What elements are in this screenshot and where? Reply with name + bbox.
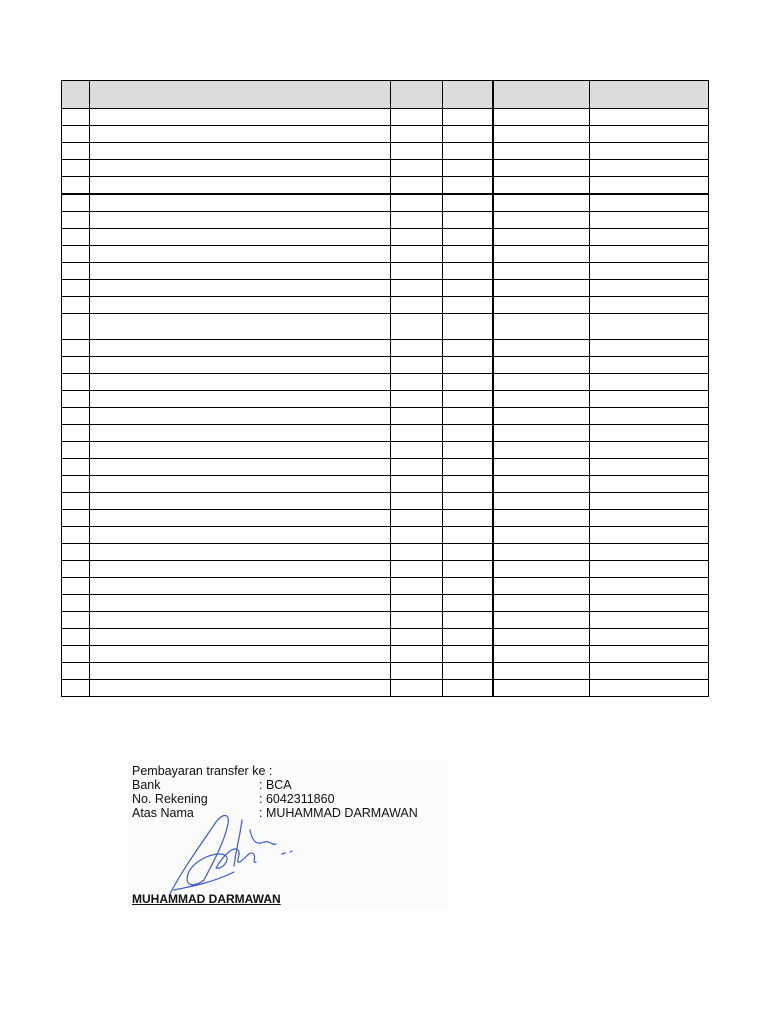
table-cell-unit	[443, 194, 493, 212]
table-cell-description	[90, 595, 391, 612]
table-cell-no	[62, 297, 90, 314]
table-cell-description	[90, 442, 391, 459]
table-cell-total	[590, 544, 709, 561]
table-row	[62, 109, 709, 126]
table-cell-total	[590, 314, 709, 340]
table-cell-qty	[391, 263, 443, 280]
table-cell-qty	[391, 109, 443, 126]
table-row	[62, 314, 709, 340]
table-cell-no	[62, 177, 90, 195]
table-cell-unit	[443, 544, 493, 561]
table-cell-total	[590, 459, 709, 476]
table-cell-unit	[443, 578, 493, 595]
table-cell-qty	[391, 476, 443, 493]
table-cell-no	[62, 246, 90, 263]
table-cell-unit	[443, 280, 493, 297]
table-row	[62, 177, 709, 195]
table-cell-price	[493, 544, 590, 561]
table-cell-description	[90, 357, 391, 374]
table-cell-price	[493, 578, 590, 595]
table-cell-qty	[391, 663, 443, 680]
table-cell-no	[62, 408, 90, 425]
table-cell-price	[493, 229, 590, 246]
table-cell-no	[62, 109, 90, 126]
table-cell-price	[493, 194, 590, 212]
table-row	[62, 374, 709, 391]
table-cell-total	[590, 340, 709, 357]
table-cell-no	[62, 212, 90, 229]
table-cell-qty	[391, 357, 443, 374]
table-row	[62, 391, 709, 408]
table-cell-description	[90, 229, 391, 246]
table-cell-description	[90, 212, 391, 229]
table-row	[62, 476, 709, 493]
table-cell-qty	[391, 246, 443, 263]
table-cell-no	[62, 510, 90, 527]
table-cell-qty	[391, 297, 443, 314]
table-cell-no	[62, 126, 90, 143]
table-cell-description	[90, 459, 391, 476]
table-row	[62, 212, 709, 229]
table-cell-total	[590, 280, 709, 297]
table-cell-qty	[391, 314, 443, 340]
table-cell-unit	[443, 143, 493, 160]
table-row	[62, 263, 709, 280]
header-cell-unit	[443, 81, 493, 109]
table-cell-qty	[391, 126, 443, 143]
table-row	[62, 229, 709, 246]
table-cell-no	[62, 160, 90, 177]
table-cell-total	[590, 357, 709, 374]
table-cell-price	[493, 297, 590, 314]
table-cell-price	[493, 263, 590, 280]
table-cell-no	[62, 263, 90, 280]
table-cell-qty	[391, 340, 443, 357]
table-cell-total	[590, 194, 709, 212]
table-cell-total	[590, 578, 709, 595]
header-cell-price	[493, 81, 590, 109]
table-cell-total	[590, 595, 709, 612]
table-cell-unit	[443, 160, 493, 177]
table-cell-description	[90, 177, 391, 195]
table-cell-description	[90, 280, 391, 297]
table-cell-total	[590, 561, 709, 578]
table-row	[62, 340, 709, 357]
table-cell-unit	[443, 510, 493, 527]
table-cell-price	[493, 143, 590, 160]
bank-line	[132, 778, 292, 792]
table-cell-description	[90, 391, 391, 408]
table-cell-total	[590, 663, 709, 680]
table-cell-unit	[443, 663, 493, 680]
table-cell-price	[493, 442, 590, 459]
table-cell-unit	[443, 493, 493, 510]
table-cell-description	[90, 109, 391, 126]
table-cell-total	[590, 646, 709, 663]
table-cell-qty	[391, 595, 443, 612]
table-cell-total	[590, 177, 709, 195]
table-cell-description	[90, 126, 391, 143]
table-cell-unit	[443, 340, 493, 357]
header-cell-total	[590, 81, 709, 109]
table-cell-price	[493, 595, 590, 612]
table-cell-price	[493, 177, 590, 195]
table-cell-description	[90, 646, 391, 663]
table-cell-price	[493, 374, 590, 391]
table-row	[62, 126, 709, 143]
table-cell-qty	[391, 194, 443, 212]
table-cell-no	[62, 663, 90, 680]
table-row	[62, 629, 709, 646]
table-row	[62, 425, 709, 442]
table-cell-no	[62, 578, 90, 595]
table-cell-price	[493, 425, 590, 442]
table-cell-description	[90, 544, 391, 561]
table-cell-no	[62, 527, 90, 544]
table-cell-description	[90, 476, 391, 493]
table-cell-unit	[443, 374, 493, 391]
table-cell-unit	[443, 212, 493, 229]
bank-value: : BCA	[259, 778, 292, 792]
signer-name: MUHAMMAD DARMAWAN	[132, 892, 281, 906]
table-cell-price	[493, 663, 590, 680]
table-cell-no	[62, 561, 90, 578]
table-cell-total	[590, 143, 709, 160]
table-cell-price	[493, 680, 590, 697]
table-cell-unit	[443, 442, 493, 459]
table-cell-no	[62, 391, 90, 408]
table-cell-no	[62, 476, 90, 493]
table-cell-description	[90, 340, 391, 357]
table-cell-unit	[443, 629, 493, 646]
table-cell-qty	[391, 578, 443, 595]
table-cell-no	[62, 629, 90, 646]
table-cell-description	[90, 612, 391, 629]
table-cell-description	[90, 527, 391, 544]
table-cell-qty	[391, 646, 443, 663]
table-cell-description	[90, 493, 391, 510]
table-cell-price	[493, 160, 590, 177]
table-cell-description	[90, 263, 391, 280]
table-row	[62, 194, 709, 212]
header-cell-qty	[391, 81, 443, 109]
table-cell-qty	[391, 612, 443, 629]
table-cell-price	[493, 314, 590, 340]
table-row	[62, 595, 709, 612]
table-cell-no	[62, 374, 90, 391]
table-cell-total	[590, 680, 709, 697]
table-cell-unit	[443, 391, 493, 408]
name-label: Atas Nama	[132, 806, 194, 820]
table-cell-description	[90, 246, 391, 263]
table-cell-unit	[443, 177, 493, 195]
table-cell-description	[90, 297, 391, 314]
table-cell-description	[90, 408, 391, 425]
table-cell-unit	[443, 357, 493, 374]
table-cell-price	[493, 561, 590, 578]
table-row	[62, 408, 709, 425]
table-row	[62, 612, 709, 629]
table-cell-qty	[391, 280, 443, 297]
table-cell-description	[90, 374, 391, 391]
table-cell-total	[590, 229, 709, 246]
table-row	[62, 663, 709, 680]
table-cell-unit	[443, 476, 493, 493]
table-cell-qty	[391, 143, 443, 160]
table-cell-price	[493, 612, 590, 629]
table-row	[62, 646, 709, 663]
table-cell-description	[90, 143, 391, 160]
table-cell-unit	[443, 612, 493, 629]
table-cell-unit	[443, 527, 493, 544]
table-cell-total	[590, 374, 709, 391]
table-cell-price	[493, 246, 590, 263]
table-cell-total	[590, 442, 709, 459]
table-cell-unit	[443, 425, 493, 442]
table-cell-description	[90, 425, 391, 442]
table-cell-unit	[443, 297, 493, 314]
table-cell-qty	[391, 544, 443, 561]
name-value: : MUHAMMAD DARMAWAN	[259, 806, 418, 820]
table-cell-unit	[443, 646, 493, 663]
table-row	[62, 527, 709, 544]
table-cell-total	[590, 246, 709, 263]
table-cell-qty	[391, 177, 443, 195]
table-cell-description	[90, 194, 391, 212]
table-cell-description	[90, 314, 391, 340]
account-value: : 6042311860	[259, 792, 335, 806]
table-cell-total	[590, 425, 709, 442]
table-cell-price	[493, 391, 590, 408]
header-cell-no	[62, 81, 90, 109]
table-cell-qty	[391, 680, 443, 697]
table-cell-no	[62, 680, 90, 697]
table-header-row	[62, 81, 709, 109]
table-cell-price	[493, 340, 590, 357]
table-cell-total	[590, 297, 709, 314]
table-cell-qty	[391, 160, 443, 177]
table-cell-qty	[391, 510, 443, 527]
table-cell-total	[590, 493, 709, 510]
table-cell-qty	[391, 374, 443, 391]
table-row	[62, 246, 709, 263]
table-body	[62, 109, 709, 697]
table-cell-price	[493, 510, 590, 527]
table-cell-no	[62, 544, 90, 561]
table-cell-no	[62, 425, 90, 442]
header-cell-description	[90, 81, 391, 109]
table-cell-no	[62, 143, 90, 160]
table-cell-unit	[443, 595, 493, 612]
table-cell-price	[493, 629, 590, 646]
table-cell-qty	[391, 408, 443, 425]
table-cell-total	[590, 527, 709, 544]
table-cell-unit	[443, 459, 493, 476]
account-line	[132, 792, 335, 806]
bank-label: Bank	[132, 778, 161, 792]
account-label: No. Rekening	[132, 792, 208, 806]
table-cell-total	[590, 391, 709, 408]
table-cell-price	[493, 408, 590, 425]
table-cell-price	[493, 280, 590, 297]
table-cell-qty	[391, 442, 443, 459]
table-cell-no	[62, 459, 90, 476]
table-cell-description	[90, 629, 391, 646]
table-cell-description	[90, 578, 391, 595]
table-cell-no	[62, 280, 90, 297]
table-cell-unit	[443, 126, 493, 143]
table-cell-total	[590, 160, 709, 177]
table-cell-description	[90, 680, 391, 697]
table-cell-no	[62, 357, 90, 374]
table-cell-price	[493, 126, 590, 143]
table-row	[62, 493, 709, 510]
table-row	[62, 297, 709, 314]
table-cell-total	[590, 510, 709, 527]
table-cell-price	[493, 646, 590, 663]
table-cell-total	[590, 408, 709, 425]
table-cell-no	[62, 314, 90, 340]
table-cell-unit	[443, 314, 493, 340]
table-row	[62, 459, 709, 476]
table-row	[62, 442, 709, 459]
table-cell-unit	[443, 680, 493, 697]
table-cell-total	[590, 263, 709, 280]
table-cell-qty	[391, 229, 443, 246]
table-cell-unit	[443, 263, 493, 280]
payment-intro: Pembayaran transfer ke :	[132, 764, 273, 778]
table-row	[62, 578, 709, 595]
table-cell-unit	[443, 229, 493, 246]
table-row	[62, 357, 709, 374]
table-cell-description	[90, 160, 391, 177]
table-cell-description	[90, 510, 391, 527]
table-cell-price	[493, 476, 590, 493]
table-cell-qty	[391, 493, 443, 510]
table-cell-total	[590, 629, 709, 646]
table-cell-no	[62, 646, 90, 663]
table-cell-total	[590, 476, 709, 493]
table-cell-no	[62, 194, 90, 212]
table-cell-no	[62, 340, 90, 357]
table-cell-total	[590, 212, 709, 229]
signature-icon	[164, 810, 294, 900]
table-cell-price	[493, 357, 590, 374]
table-row	[62, 510, 709, 527]
table-row	[62, 680, 709, 697]
table-row	[62, 544, 709, 561]
table-row	[62, 280, 709, 297]
table-row	[62, 143, 709, 160]
table-cell-unit	[443, 109, 493, 126]
table-cell-qty	[391, 391, 443, 408]
table-cell-total	[590, 126, 709, 143]
table-cell-price	[493, 527, 590, 544]
table-cell-qty	[391, 629, 443, 646]
table-cell-total	[590, 109, 709, 126]
table-cell-description	[90, 663, 391, 680]
table-cell-qty	[391, 212, 443, 229]
table-cell-no	[62, 612, 90, 629]
table-cell-price	[493, 459, 590, 476]
table-cell-unit	[443, 561, 493, 578]
table-cell-no	[62, 229, 90, 246]
table-cell-no	[62, 493, 90, 510]
table-cell-qty	[391, 459, 443, 476]
table-cell-qty	[391, 527, 443, 544]
table-row	[62, 160, 709, 177]
table-cell-unit	[443, 246, 493, 263]
table-cell-qty	[391, 425, 443, 442]
table-cell-description	[90, 561, 391, 578]
payment-info-block	[128, 760, 448, 908]
table-cell-price	[493, 212, 590, 229]
table-row	[62, 561, 709, 578]
table-cell-qty	[391, 561, 443, 578]
table-cell-price	[493, 109, 590, 126]
table-cell-no	[62, 595, 90, 612]
table-cell-price	[493, 493, 590, 510]
table-cell-unit	[443, 408, 493, 425]
table-cell-no	[62, 442, 90, 459]
table-cell-total	[590, 612, 709, 629]
item-table	[61, 80, 709, 697]
